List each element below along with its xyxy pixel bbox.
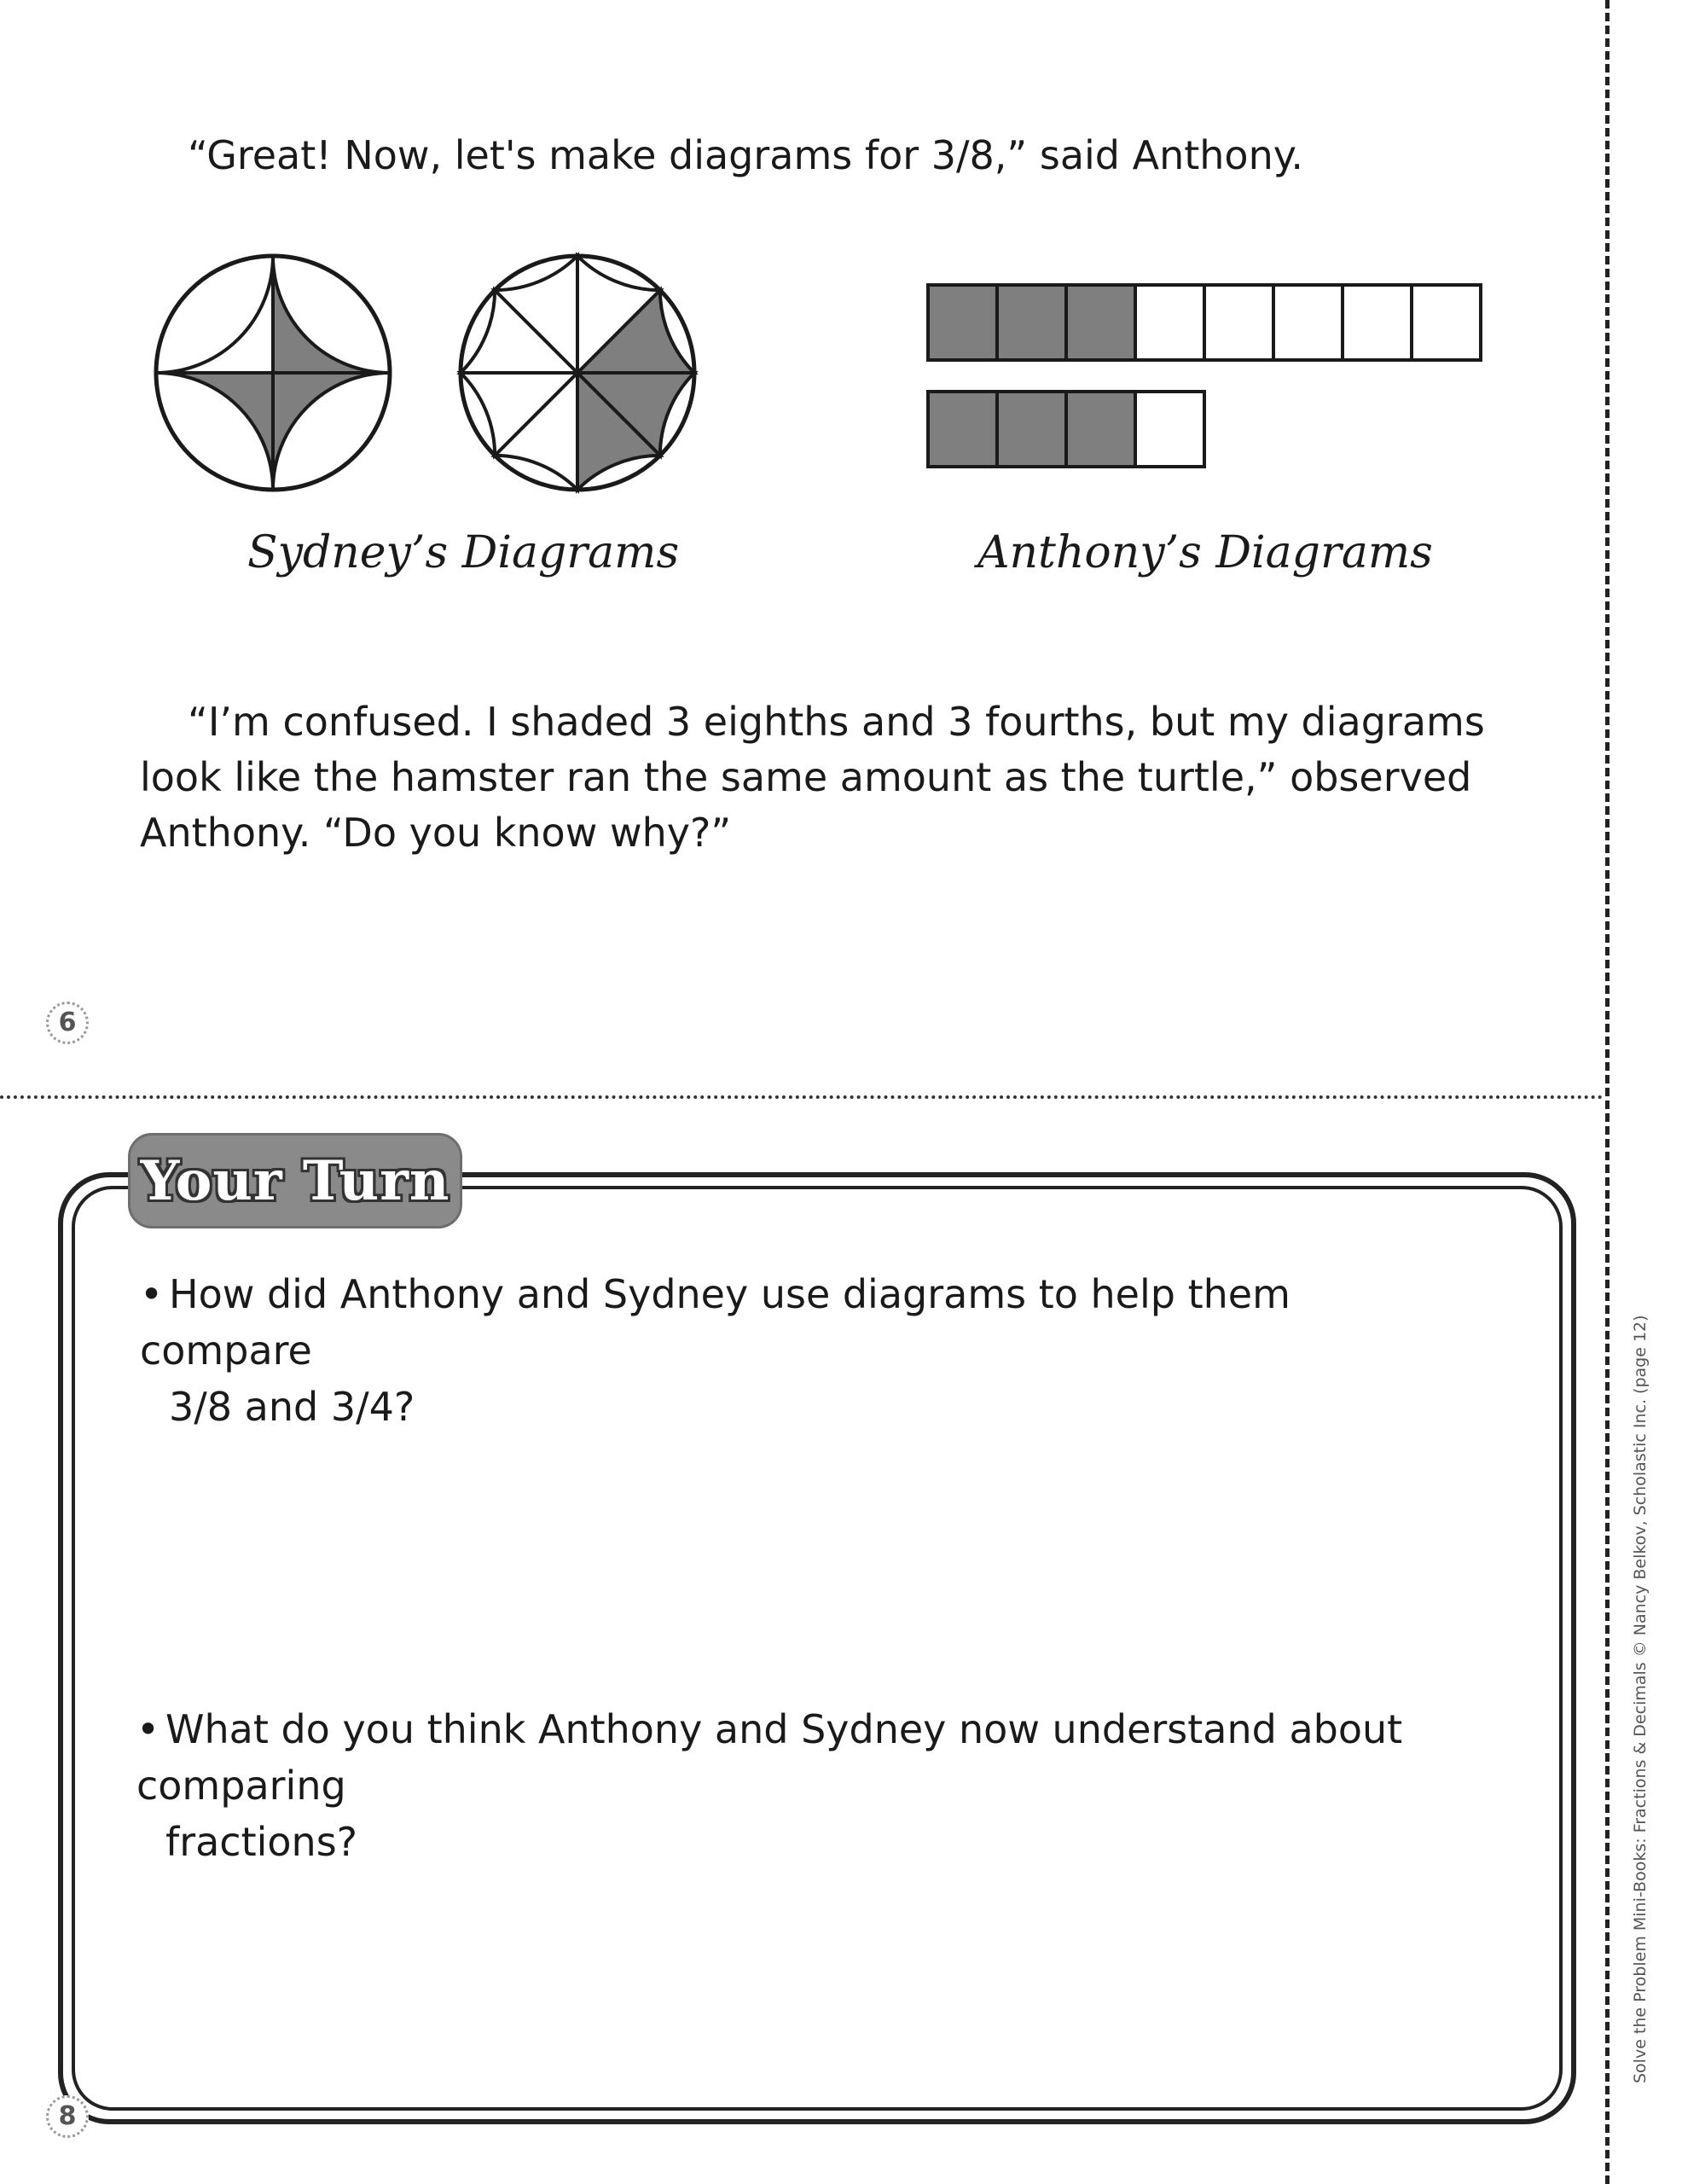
- eighths-bar-cell-8: [1412, 285, 1481, 360]
- fold-line: [0, 1095, 1604, 1099]
- cut-line: [1605, 0, 1610, 2184]
- eighths-bar-cell-7: [1343, 285, 1412, 360]
- anthony-bar-fourths: [928, 392, 1204, 467]
- your-turn-title: Your Turn: [140, 1149, 450, 1213]
- page-number-6: 6: [46, 1002, 89, 1044]
- your-turn-tab: [128, 1133, 462, 1228]
- anthony-bar-eighths: [928, 285, 1481, 360]
- fourths-bar-cell-3: [1066, 392, 1135, 467]
- bullet-icon: •: [140, 1271, 164, 1317]
- fraction-diagrams: [0, 0, 1586, 614]
- sydney-circle-eighths: [461, 256, 694, 490]
- fourths-bar-cell-4: [1135, 392, 1204, 467]
- eighths-bar-cell-2: [997, 285, 1066, 360]
- eighths-bar-cell-6: [1273, 285, 1343, 360]
- bullet-icon: •: [136, 1706, 160, 1752]
- question-1: [140, 1266, 1470, 1435]
- question-2: [136, 1701, 1467, 1870]
- sydney-diagrams-label: Sydney’s Diagrams: [247, 527, 680, 578]
- sydney-circle-fourths: [156, 256, 390, 490]
- eighths-bar-cell-1: [928, 285, 997, 360]
- eighths-bar-cell-3: [1066, 285, 1135, 360]
- anthony-diagrams-label: Anthony’s Diagrams: [977, 527, 1433, 578]
- eighths-bar-cell-4: [1135, 285, 1204, 360]
- copyright-credit: Solve the Problem Mini-Books: Fractions & Decimals © Nancy Belkov, Scholastic Inc. (page 12): [1631, 1315, 1650, 2083]
- question-1-line-1: How did Anthony and Sydney use diagrams to help them compare: [140, 1271, 1290, 1374]
- story-paragraph: “I’m confused. I shaded 3 eighths and 3 fourths, but my diagrams look like the hamster ran the same amount as the turtle,” observed Anthony. “Do you know why?”: [140, 699, 1485, 856]
- question-2-line-1: What do you think Anthony and Sydney now understand about comparing: [136, 1706, 1403, 1809]
- eighths-bar-cell-5: [1204, 285, 1273, 360]
- question-2-line-2: fractions?: [165, 1819, 358, 1865]
- fourths-bar-cell-2: [997, 392, 1066, 467]
- intro-sentence: “Great! Now, let's make diagrams for 3/8,” said Anthony.: [188, 132, 1304, 178]
- question-1-line-2: 3/8 and 3/4?: [169, 1384, 415, 1430]
- fourths-bar-cell-1: [928, 392, 997, 467]
- page-number-8: 8: [46, 2095, 89, 2138]
